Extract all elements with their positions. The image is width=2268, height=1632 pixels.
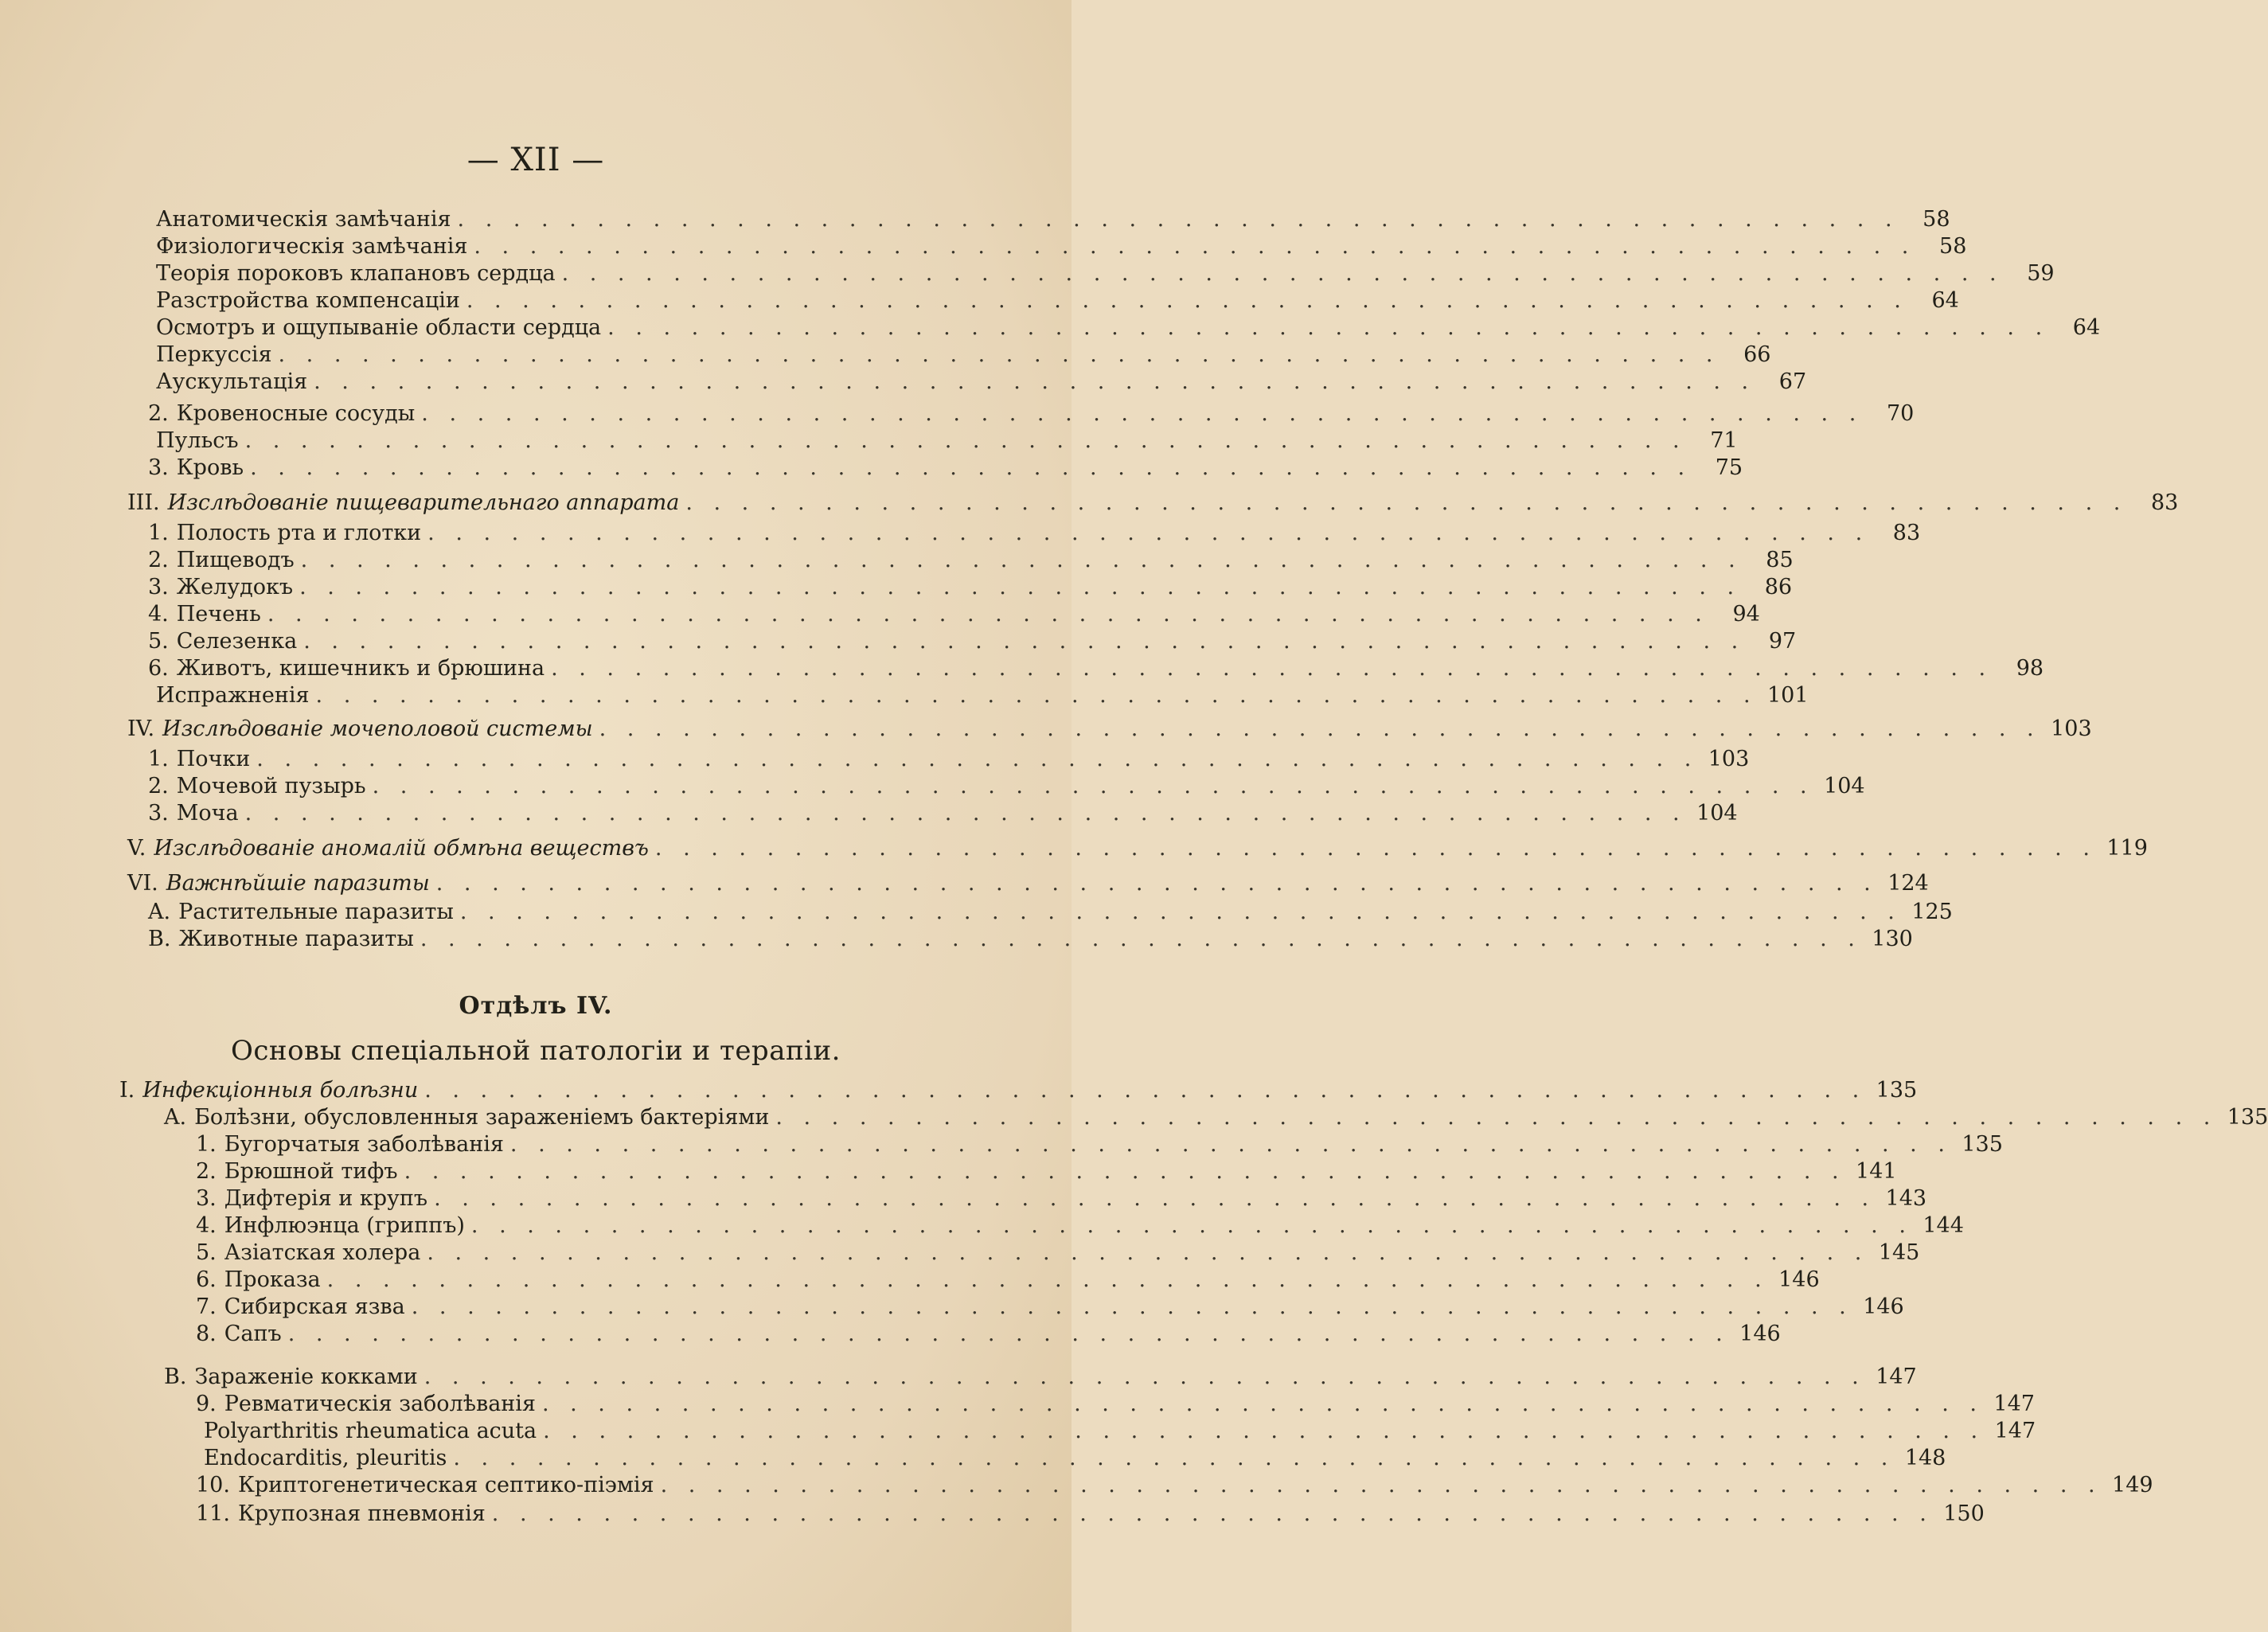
toc-entry-page: 85 (1766, 548, 1794, 572)
toc-entry (164, 1363, 1917, 1392)
toc-entry-number: 4. (196, 1213, 217, 1238)
toc-entry-title: Полость рта и глотки (176, 521, 422, 545)
dot-leader: . . . . . . . . . . . . . . . . . . . . . . . . . . . . . . . . . . . . . . . . . . . . . . . . . . . . (434, 1186, 1876, 1211)
toc-entry (148, 600, 1760, 629)
dot-leader: . . . . . . . . . . . . . . . . . . . . . . . . . . . . . . . . . . . . . . . . . . . . . . . . . . . . (411, 1294, 1853, 1319)
toc-entry-title: Моча (176, 801, 239, 826)
section-subheading: Основы спеціальной патологіи и терапіи. (231, 1035, 841, 1067)
toc-entry-title: Изслѣдованіе аномалій обмѣна веществъ (154, 836, 649, 861)
toc-entry-number: A. (148, 900, 171, 924)
toc-entry-page: 124 (1887, 871, 1929, 896)
toc-entry-page: 75 (1715, 455, 1743, 480)
toc-entry (196, 1185, 1927, 1213)
dot-leader: . . . . . . . . . . . . . . . . . . . . . . . . . . . . . . . . . . . . . . . . . . . . . . . . . . . . (326, 1267, 1769, 1292)
toc-entry-title: Физіологическія замѣчанія (156, 234, 468, 259)
dot-leader: . . . . . . . . . . . . . . . . . . . . . . . . . . . . . . . . . . . . . . . . . . . . . . . . . . . . (424, 1365, 1866, 1389)
toc-entry (148, 573, 1793, 602)
toc-entry-number: 10. (196, 1473, 230, 1497)
toc-entry-page: 58 (1939, 234, 1967, 259)
toc-entry-number: 3. (148, 575, 169, 599)
toc-entry-number: 8. (196, 1322, 217, 1346)
toc-entry (127, 715, 2092, 744)
dot-leader: . . . . . . . . . . . . . . . . . . . . . . . . . . . . . . . . . . . . . . . . . . . . . . . . . . . . (459, 900, 1902, 924)
dot-leader: . . . . . . . . . . . . . . . . . . . . . . . . . . . . . . . . . . . . . . . . . . . . . . . . . . . . (551, 656, 1993, 681)
dot-leader: . . . . . . . . . . . . . . . . . . . . . . . . . . . . . . . . . . . . . . . . . . . . . . . . . . . . (543, 1419, 1985, 1443)
dot-leader: . . . . . . . . . . . . . . . . . . . . . . . . . . . . . . . . . . . . . . . . . . . . . . . . . . . . (250, 455, 1692, 480)
toc-entry (196, 1320, 1781, 1349)
toc-entry (196, 1212, 1964, 1240)
dot-leader: . . . . . . . . . . . . . . . . . . . . . . . . . . . . . . . . . . . . . . . . . . . . . . . . . . . . (315, 683, 1758, 708)
toc-entry-number: I. (119, 1078, 135, 1103)
toc-entry-number: V. (127, 836, 146, 861)
toc-entry (196, 1158, 1897, 1186)
toc-entry-title: Polyarthritis rheumatica acuta (204, 1419, 537, 1443)
dot-leader: . . . . . . . . . . . . . . . . . . . . . . . . . . . . . . . . . . . . . . . . . . . . . . . . . . . . (541, 1392, 1984, 1416)
section-heading: Отдѣлъ IV. (459, 992, 613, 1020)
toc-entry-title: Анатомическія замѣчанія (156, 207, 451, 232)
toc-entry-title: Крупозная пневмонія (237, 1501, 486, 1526)
toc-entry-number: A. (164, 1105, 187, 1130)
toc-entry-title: Печень (176, 602, 261, 627)
toc-entry-page: 119 (2106, 836, 2148, 861)
dot-leader: . . . . . . . . . . . . . . . . . . . . . . . . . . . . . . . . . . . . . . . . . . . . . . . . . . . . (421, 401, 1864, 426)
toc-entry-title: Криптогенетическая септико-піэмія (237, 1473, 654, 1497)
toc-entry-title: Селезенка (176, 629, 298, 654)
toc-entry (148, 898, 1953, 927)
toc-entry-number: 1. (148, 747, 169, 771)
toc-entry-title: Пищеводъ (176, 548, 295, 572)
toc-entry (148, 205, 1950, 234)
toc-entry-number: 9. (196, 1392, 217, 1416)
toc-entry-number: 11. (196, 1501, 230, 1526)
toc-entry-page: 145 (1878, 1240, 1920, 1265)
toc-entry (148, 627, 1797, 656)
toc-entry-title: Сибирская язва (224, 1294, 405, 1319)
toc-entry (196, 1444, 1946, 1473)
toc-entry-number: 5. (196, 1240, 217, 1265)
toc-entry-title: Пульсъ (156, 428, 239, 453)
toc-entry-page: 125 (1911, 900, 1953, 924)
dot-leader: . . . . . . . . . . . . . . . . . . . . . . . . . . . . . . . . . . . . . . . . . . . . . . . . . . . . (314, 369, 1756, 394)
toc-entry-title: Испражненія (156, 683, 310, 708)
toc-entry-number: 6. (148, 656, 169, 681)
toc-entry (148, 519, 1921, 548)
toc-entry-page: 135 (1962, 1132, 2003, 1157)
toc-entry-page: 150 (1943, 1501, 1985, 1526)
dot-leader: . . . . . . . . . . . . . . . . . . . . . . . . . . . . . . . . . . . . . . . . . . . . . . . . . . . . (424, 1078, 1867, 1103)
toc-entry (196, 1471, 2153, 1500)
toc-entry-title: Ревматическія заболѣванія (224, 1392, 536, 1416)
toc-entry-title: Почки (176, 747, 251, 771)
toc-entry-page: 104 (1824, 774, 1865, 798)
toc-entry-number: B. (164, 1365, 187, 1389)
toc-entry-number: 7. (196, 1294, 217, 1319)
toc-entry-title: Растительные паразиты (178, 900, 454, 924)
toc-entry (127, 869, 1929, 898)
dot-leader: . . . . . . . . . . . . . . . . . . . . . . . . . . . . . . . . . . . . . . . . . . . . . . . . . . . . (427, 1240, 1869, 1265)
dot-leader: . . . . . . . . . . . . . . . . . . . . . . . . . . . . . . . . . . . . . . . . . . . . . . . . . . . . (491, 1501, 1934, 1526)
toc-entry-title: Перкуссія (156, 342, 272, 367)
toc-entry (148, 314, 2101, 342)
dot-leader: . . . . . . . . . . . . . . . . . . . . . . . . . . . . . . . . . . . . . . . . . . . . . . . . . . . . (299, 575, 1742, 599)
toc-entry-page: 135 (1876, 1078, 1918, 1103)
toc-entry-title: Теорія пороковъ клапановъ сердца (156, 261, 556, 286)
toc-entry (148, 799, 1738, 828)
dot-leader: . . . . . . . . . . . . . . . . . . . . . . . . . . . . . . . . . . . . . . . . . . . . . . . . . . . . (267, 602, 1709, 627)
toc-entry (148, 772, 1865, 801)
toc-entry-title: Аускультація (156, 369, 308, 394)
toc-entry-number: III. (127, 490, 160, 515)
toc-entry-page: 148 (1904, 1446, 1946, 1470)
toc-entry-title: Животъ, кишечникъ и брюшина (176, 656, 545, 681)
toc-entry (196, 1390, 2035, 1419)
toc-entry (196, 1293, 1904, 1322)
toc-entry (148, 260, 2055, 288)
toc-entry-page: 64 (2072, 315, 2101, 340)
dot-leader: . . . . . . . . . . . . . . . . . . . . . . . . . . . . . . . . . . . . . . . . . . . . . . . . . . . . (420, 927, 1862, 951)
toc-entry-title: Инфекціонныя болѣзни (142, 1078, 419, 1103)
toc-entry-number: 1. (196, 1132, 217, 1157)
toc-entry-title: Осмотръ и ощупываніе области сердца (156, 315, 602, 340)
dot-leader: . . . . . . . . . . . . . . . . . . . . . . . . . . . . . . . . . . . . . . . . . . . . . . . . . . . . (775, 1105, 2218, 1130)
toc-entry (148, 745, 1750, 774)
dot-leader: . . . . . . . . . . . . . . . . . . . . . . . . . . . . . . . . . . . . . . . . . . . . . . . . . . . . (509, 1132, 1952, 1157)
toc-entry-number: 2. (148, 548, 169, 572)
dot-leader: . . . . . . . . . . . . . . . . . . . . . . . . . . . . . . . . . . . . . . . . . . . . . . . . . . . . (244, 801, 1687, 826)
toc-entry-page: 97 (1768, 629, 1797, 654)
dot-leader: . . . . . . . . . . . . . . . . . . . . . . . . . . . . . . . . . . . . . . . . . . . . . . . . . . . . (372, 774, 1814, 798)
toc-entry (196, 1239, 1920, 1267)
toc-entry-number: 4. (148, 602, 169, 627)
toc-entry-title: Зараженіе кокками (194, 1365, 418, 1389)
toc-entry (148, 232, 1967, 261)
toc-entry-title: Мочевой пузырь (176, 774, 366, 798)
toc-entry-title: Изслѣдованіе мочеполовой системы (162, 716, 593, 741)
toc-entry-page: 146 (1778, 1267, 1820, 1292)
toc-entry-title: Брюшной тифъ (224, 1159, 398, 1184)
toc-entry-page: 147 (1876, 1365, 1917, 1389)
toc-entry-title: Важнѣйшіе паразиты (166, 871, 430, 896)
toc-entry-page: 101 (1766, 683, 1809, 708)
dot-leader: . . . . . . . . . . . . . . . . . . . . . . . . . . . . . . . . . . . . . . . . . . . . . . . . . . . . (427, 521, 1870, 545)
toc-entry-title: Разстройства компенсаціи (156, 288, 460, 313)
toc-entry-number: 3. (148, 455, 169, 480)
toc-entry-page: 147 (1993, 1392, 2035, 1416)
toc-entry-page: 67 (1778, 369, 1807, 394)
toc-entry-page: 86 (1764, 575, 1793, 599)
toc-entry (148, 654, 2044, 683)
dot-leader: . . . . . . . . . . . . . . . . . . . . . . . . . . . . . . . . . . . . . . . . . . . . . . . . . . . . (404, 1159, 1846, 1184)
toc-entry-page: 103 (1708, 747, 1750, 771)
toc-entry (127, 489, 2179, 517)
toc-entry-page: 70 (1886, 401, 1915, 426)
dot-leader: . . . . . . . . . . . . . . . . . . . . . . . . . . . . . . . . . . . . . . . . . . . . . . . . . . . . (685, 490, 2128, 515)
toc-entry-page: 147 (1994, 1419, 2036, 1443)
dot-leader: . . . . . . . . . . . . . . . . . . . . . . . . . . . . . . . . . . . . . . . . . . . . . . . . . . . . (474, 234, 1916, 259)
dot-leader: . . . . . . . . . . . . . . . . . . . . . . . . . . . . . . . . . . . . . . . . . . . . . . . . . . . . (278, 342, 1720, 367)
toc-entry-page: 149 (2112, 1473, 2153, 1497)
dot-leader: . . . . . . . . . . . . . . . . . . . . . . . . . . . . . . . . . . . . . . . . . . . . . . . . . . . . (599, 716, 2041, 741)
toc-entry-page: 98 (2016, 656, 2044, 681)
toc-entry (196, 1130, 2003, 1159)
dot-leader: . . . . . . . . . . . . . . . . . . . . . . . . . . . . . . . . . . . . . . . . . . . . . . . . . . . . (607, 315, 2050, 340)
toc-entry-number: 2. (148, 774, 169, 798)
toc-entry (127, 834, 2148, 863)
toc-entry-number: 6. (196, 1267, 217, 1292)
toc-entry (148, 341, 1771, 369)
toc-entry (148, 681, 1809, 710)
dot-leader: . . . . . . . . . . . . . . . . . . . . . . . . . . . . . . . . . . . . . . . . . . . . . . . . . . . . (300, 548, 1743, 572)
dot-leader: . . . . . . . . . . . . . . . . . . . . . . . . . . . . . . . . . . . . . . . . . . . . . . . . . . . . (303, 629, 1746, 654)
toc-entry-title: Дифтерія и крупъ (224, 1186, 428, 1211)
toc-entry-page: 83 (1892, 521, 1921, 545)
toc-entry-number: 2. (196, 1159, 217, 1184)
toc-entry (164, 1103, 2268, 1132)
toc-entry (196, 1500, 1985, 1529)
toc-entry-page: 135 (2227, 1105, 2268, 1130)
toc-entry-number: 3. (196, 1186, 217, 1211)
toc-entry-number: 1. (148, 521, 169, 545)
dot-leader: . . . . . . . . . . . . . . . . . . . . . . . . . . . . . . . . . . . . . . . . . . . . . . . . . . . . (287, 1322, 1730, 1346)
dot-leader: . . . . . . . . . . . . . . . . . . . . . . . . . . . . . . . . . . . . . . . . . . . . . . . . . . . . (466, 288, 1908, 313)
toc-entry (148, 546, 1794, 575)
toc-entry-number: IV. (127, 716, 155, 741)
toc-entry-page: 146 (1863, 1294, 1904, 1319)
dot-leader: . . . . . . . . . . . . . . . . . . . . . . . . . . . . . . . . . . . . . . . . . . . . . . . . . . . . (654, 836, 2097, 861)
dot-leader: . . . . . . . . . . . . . . . . . . . . . . . . . . . . . . . . . . . . . . . . . . . . . . . . . . . . (660, 1473, 2102, 1497)
toc-entry-title: Болѣзни, обусловленныя зараженіемъ бактеріями (194, 1105, 770, 1130)
toc-entry-page: 104 (1696, 801, 1738, 826)
toc-entry-page: 94 (1732, 602, 1760, 627)
toc-entry-page: 146 (1739, 1322, 1781, 1346)
dot-leader: . . . . . . . . . . . . . . . . . . . . . . . . . . . . . . . . . . . . . . . . . . . . . . . . . . . . (561, 261, 2004, 286)
toc-entry-title: Инфлюэнца (гриппъ) (224, 1213, 465, 1238)
toc-entry-title: Кровь (176, 455, 244, 480)
toc-entry-number: 5. (148, 629, 169, 654)
toc-entry-page: 64 (1931, 288, 1959, 313)
toc-entry (119, 1076, 1918, 1105)
toc-entry (148, 287, 1959, 315)
toc-entry-page: 144 (1923, 1213, 1964, 1238)
toc-entry-number: 3. (148, 801, 169, 826)
toc-entry-number: VI. (127, 871, 158, 896)
dot-leader: . . . . . . . . . . . . . . . . . . . . . . . . . . . . . . . . . . . . . . . . . . . . . . . . . . . . (244, 428, 1687, 453)
toc-entry-title: Endocarditis, pleuritis (204, 1446, 447, 1470)
toc-entry-page: 103 (2051, 716, 2092, 741)
toc-entry-title: Животные паразиты (178, 927, 414, 951)
toc-entry (148, 454, 1743, 482)
toc-entry-page: 130 (1872, 927, 1913, 951)
dot-leader: . . . . . . . . . . . . . . . . . . . . . . . . . . . . . . . . . . . . . . . . . . . . . . . . . . . . (435, 871, 1878, 896)
toc-entry-title: Изслѣдованіе пищеварительнаго аппарата (167, 490, 680, 515)
toc-entry-page: 58 (1923, 207, 1950, 232)
toc-entry-page: 143 (1885, 1186, 1927, 1211)
toc-entry-number: B. (148, 927, 171, 951)
toc-entry-title: Кровеносные сосуды (176, 401, 416, 426)
toc-entry-number: 2. (148, 401, 169, 426)
toc-entry (196, 1266, 1820, 1294)
toc-entry-page: 71 (1710, 428, 1738, 453)
toc-entry-page: 141 (1856, 1159, 1897, 1184)
toc-entry (148, 427, 1738, 455)
toc-entry (196, 1417, 2036, 1446)
dot-leader: . . . . . . . . . . . . . . . . . . . . . . . . . . . . . . . . . . . . . . . . . . . . . . . . . . . . (457, 207, 1899, 232)
dot-leader: . . . . . . . . . . . . . . . . . . . . . . . . . . . . . . . . . . . . . . . . . . . . . . . . . . . . (256, 747, 1699, 771)
toc-entry (148, 925, 1913, 954)
toc-entry-title: Бугорчатыя заболѣванія (224, 1132, 504, 1157)
toc-entry-page: 66 (1743, 342, 1771, 367)
dot-leader: . . . . . . . . . . . . . . . . . . . . . . . . . . . . . . . . . . . . . . . . . . . . . . . . . . . . (470, 1213, 1913, 1238)
toc-entry-title: Желудокъ (176, 575, 294, 599)
toc-entry-page: 83 (2150, 490, 2179, 515)
toc-entry-title: Азіатская холера (224, 1240, 421, 1265)
toc-entry (148, 400, 1915, 428)
toc-entry (148, 368, 1807, 396)
page-number: — XII — (466, 142, 605, 178)
toc-entry-page: 59 (2027, 261, 2055, 286)
dot-leader: . . . . . . . . . . . . . . . . . . . . . . . . . . . . . . . . . . . . . . . . . . . . . . . . . . . . (453, 1446, 1895, 1470)
toc-entry-title: Проказа (224, 1267, 321, 1292)
toc-entry-title: Сапъ (224, 1322, 282, 1346)
